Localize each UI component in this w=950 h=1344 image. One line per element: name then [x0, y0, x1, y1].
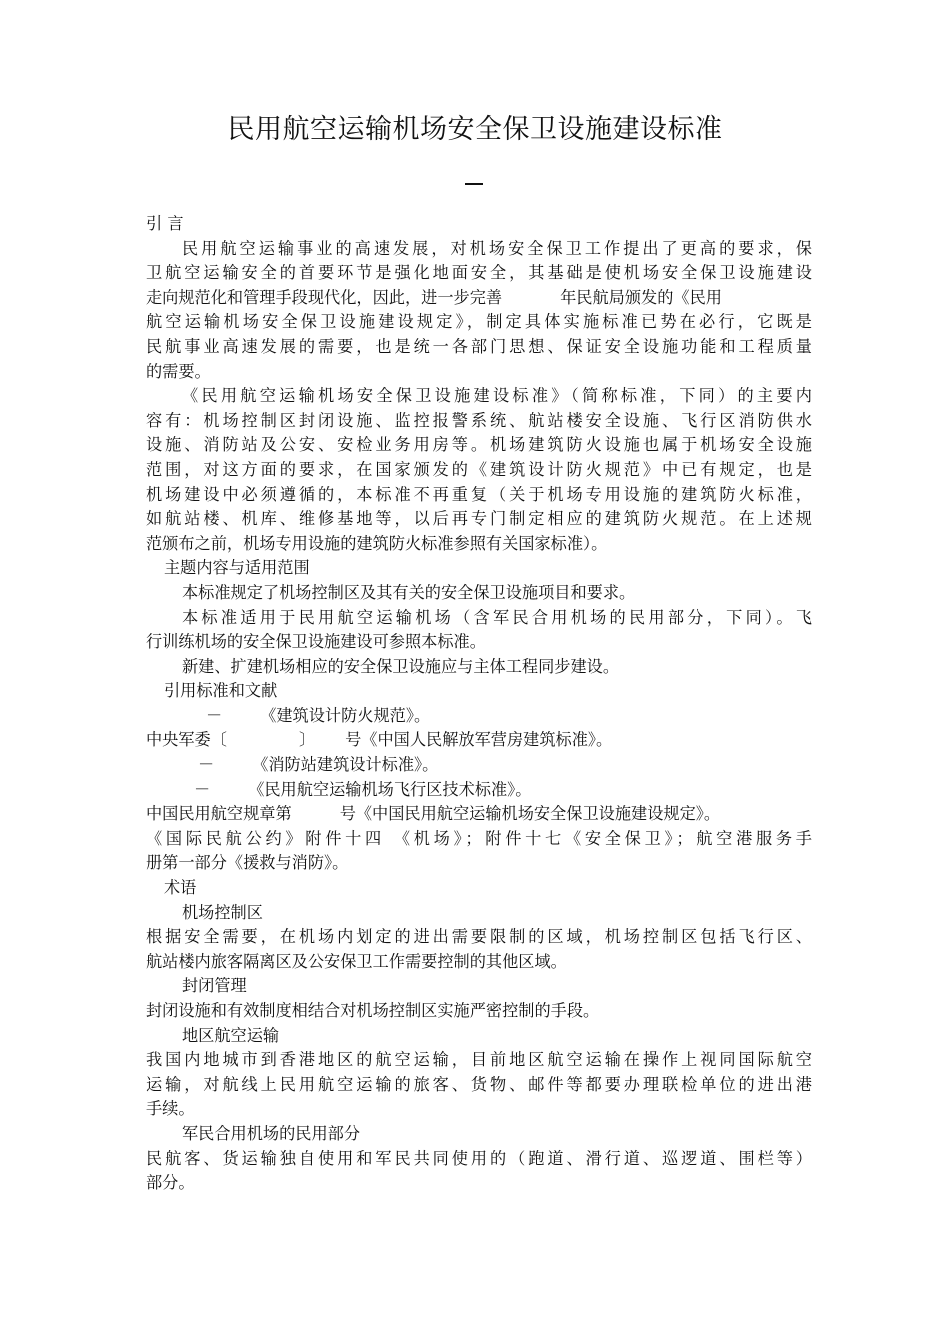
paragraph-line [146, 286, 812, 311]
paragraph-line: 航空运输机场安全保卫设施建设规定》，制定具体实施标准已势在必行，它既是 [146, 312, 812, 332]
reference-line: 中央军委〔 〕 号《中国人民解放军营房建筑标准》。 [146, 730, 613, 750]
section-heading: 术语 [164, 878, 197, 898]
paragraph-line: 手续。 [146, 1099, 195, 1119]
paragraph-line: 机场建设中必须遵循的，本标准不再重复（关于机场专用设施的建筑防火标准， [146, 484, 812, 504]
paragraph-line: 部分。 [146, 1173, 195, 1193]
paragraph-line: 民航客、货运输独自使用和军民共同使用的（跑道、滑行道、巡逻道、围栏等） [146, 1148, 812, 1168]
title-dash [465, 183, 483, 185]
paragraph-line: 范围，对这方面的要求，在国家颁发的《建筑设计防火规范》中已有规定，也是 [146, 459, 812, 479]
term-heading: 军民合用机场的民用部分 [182, 1123, 361, 1143]
paragraph-line: 《民用航空运输机场安全保卫设施建设标准》（简称标准，下同）的主要内 [182, 386, 812, 406]
term-heading: 封闭管理 [182, 976, 247, 996]
line-segment: 走向规范化和管理手段现代化，因此，进一步完善 [146, 287, 503, 307]
term-heading: 地区航空运输 [182, 1025, 280, 1045]
paragraph-line: 本标准规定了机场控制区及其有关的安全保卫设施项目和要求。 [182, 582, 636, 602]
paragraph-line: 航站楼内旅客隔离区及公安保卫工作需要控制的其他区域。 [146, 951, 567, 971]
paragraph-line: 卫航空运输安全的首要环节是强化地面安全，其基础是使机场安全保卫设施建设 [146, 263, 812, 283]
reference-line: 《国际民航公约》附件十四 《机场》；附件十七《安全保卫》；航空港服务手 [146, 828, 812, 848]
paragraph-line: 范颁布之前，机场专用设施的建筑防火标准参照有关国家标准）。 [146, 533, 608, 553]
paragraph-line: 我国内地城市到香港地区的航空运输，目前地区航空运输在操作上视同国际航空 [146, 1050, 812, 1070]
reference-line: － 《民用航空运输机场飞行区技术标准》。 [194, 779, 532, 799]
section-heading: 引用标准和文献 [164, 681, 278, 701]
paragraph-line: 根据安全需要，在机场内划定的进出需要限制的区域，机场控制区包括飞行区、 [146, 927, 812, 947]
section-heading: 主题内容与适用范围 [164, 558, 310, 578]
paragraph-line: 容有：机场控制区封闭设施、监控报警系统、航站楼安全设施、飞行区消防供水 [146, 410, 812, 430]
document-body [146, 212, 812, 1196]
intro-heading: 引 言 [146, 214, 184, 233]
reference-line: － 《建筑设计防火规范》。 [206, 705, 431, 725]
paragraph-line: 运输，对航线上民用航空运输的旅客、货物、邮件等都要办理联检单位的进出港 [146, 1074, 812, 1094]
paragraph-line: 新建、扩建机场相应的安全保卫设施应与主体工程同步建设。 [182, 656, 620, 676]
term-heading: 机场控制区 [182, 902, 263, 922]
paragraph-line: 如航站楼、机库、维修基地等，以后再专门制定相应的建筑防火规范。在上述规 [146, 509, 812, 529]
document-title: 民用航空运输机场安全保卫设施建设标准 [227, 114, 723, 145]
paragraph-line: 民用航空运输事业的高速发展，对机场安全保卫工作提出了更高的要求，保 [182, 238, 812, 258]
reference-line: 册第一部分《援救与消防》。 [146, 853, 349, 873]
paragraph-line: 的需要。 [146, 361, 211, 381]
reference-line: 中国民用航空规章第 号《中国民用航空运输机场安全保卫设施建设规定》。 [146, 804, 721, 824]
paragraph-line: 本标准适用于民用航空运输机场（含军民合用机场的民用部分，下同）。飞 [182, 607, 812, 627]
reference-line: － 《消防站建筑设计标准》。 [198, 755, 439, 775]
line-segment: 年民航局颁发的《民用 [560, 287, 722, 307]
paragraph-line: 封闭设施和有效制度相结合对机场控制区实施严密控制的手段。 [146, 1001, 600, 1020]
paragraph-line: 行训练机场的安全保卫设施建设可参照本标准。 [146, 632, 486, 652]
paragraph-line: 民航事业高速发展的需要，也是统一各部门思想、保证安全设施功能和工程质量 [146, 336, 812, 356]
paragraph-line: 设施、消防站及公安、安检业务用房等。机场建筑防火设施也属于机场安全设施 [146, 435, 812, 455]
